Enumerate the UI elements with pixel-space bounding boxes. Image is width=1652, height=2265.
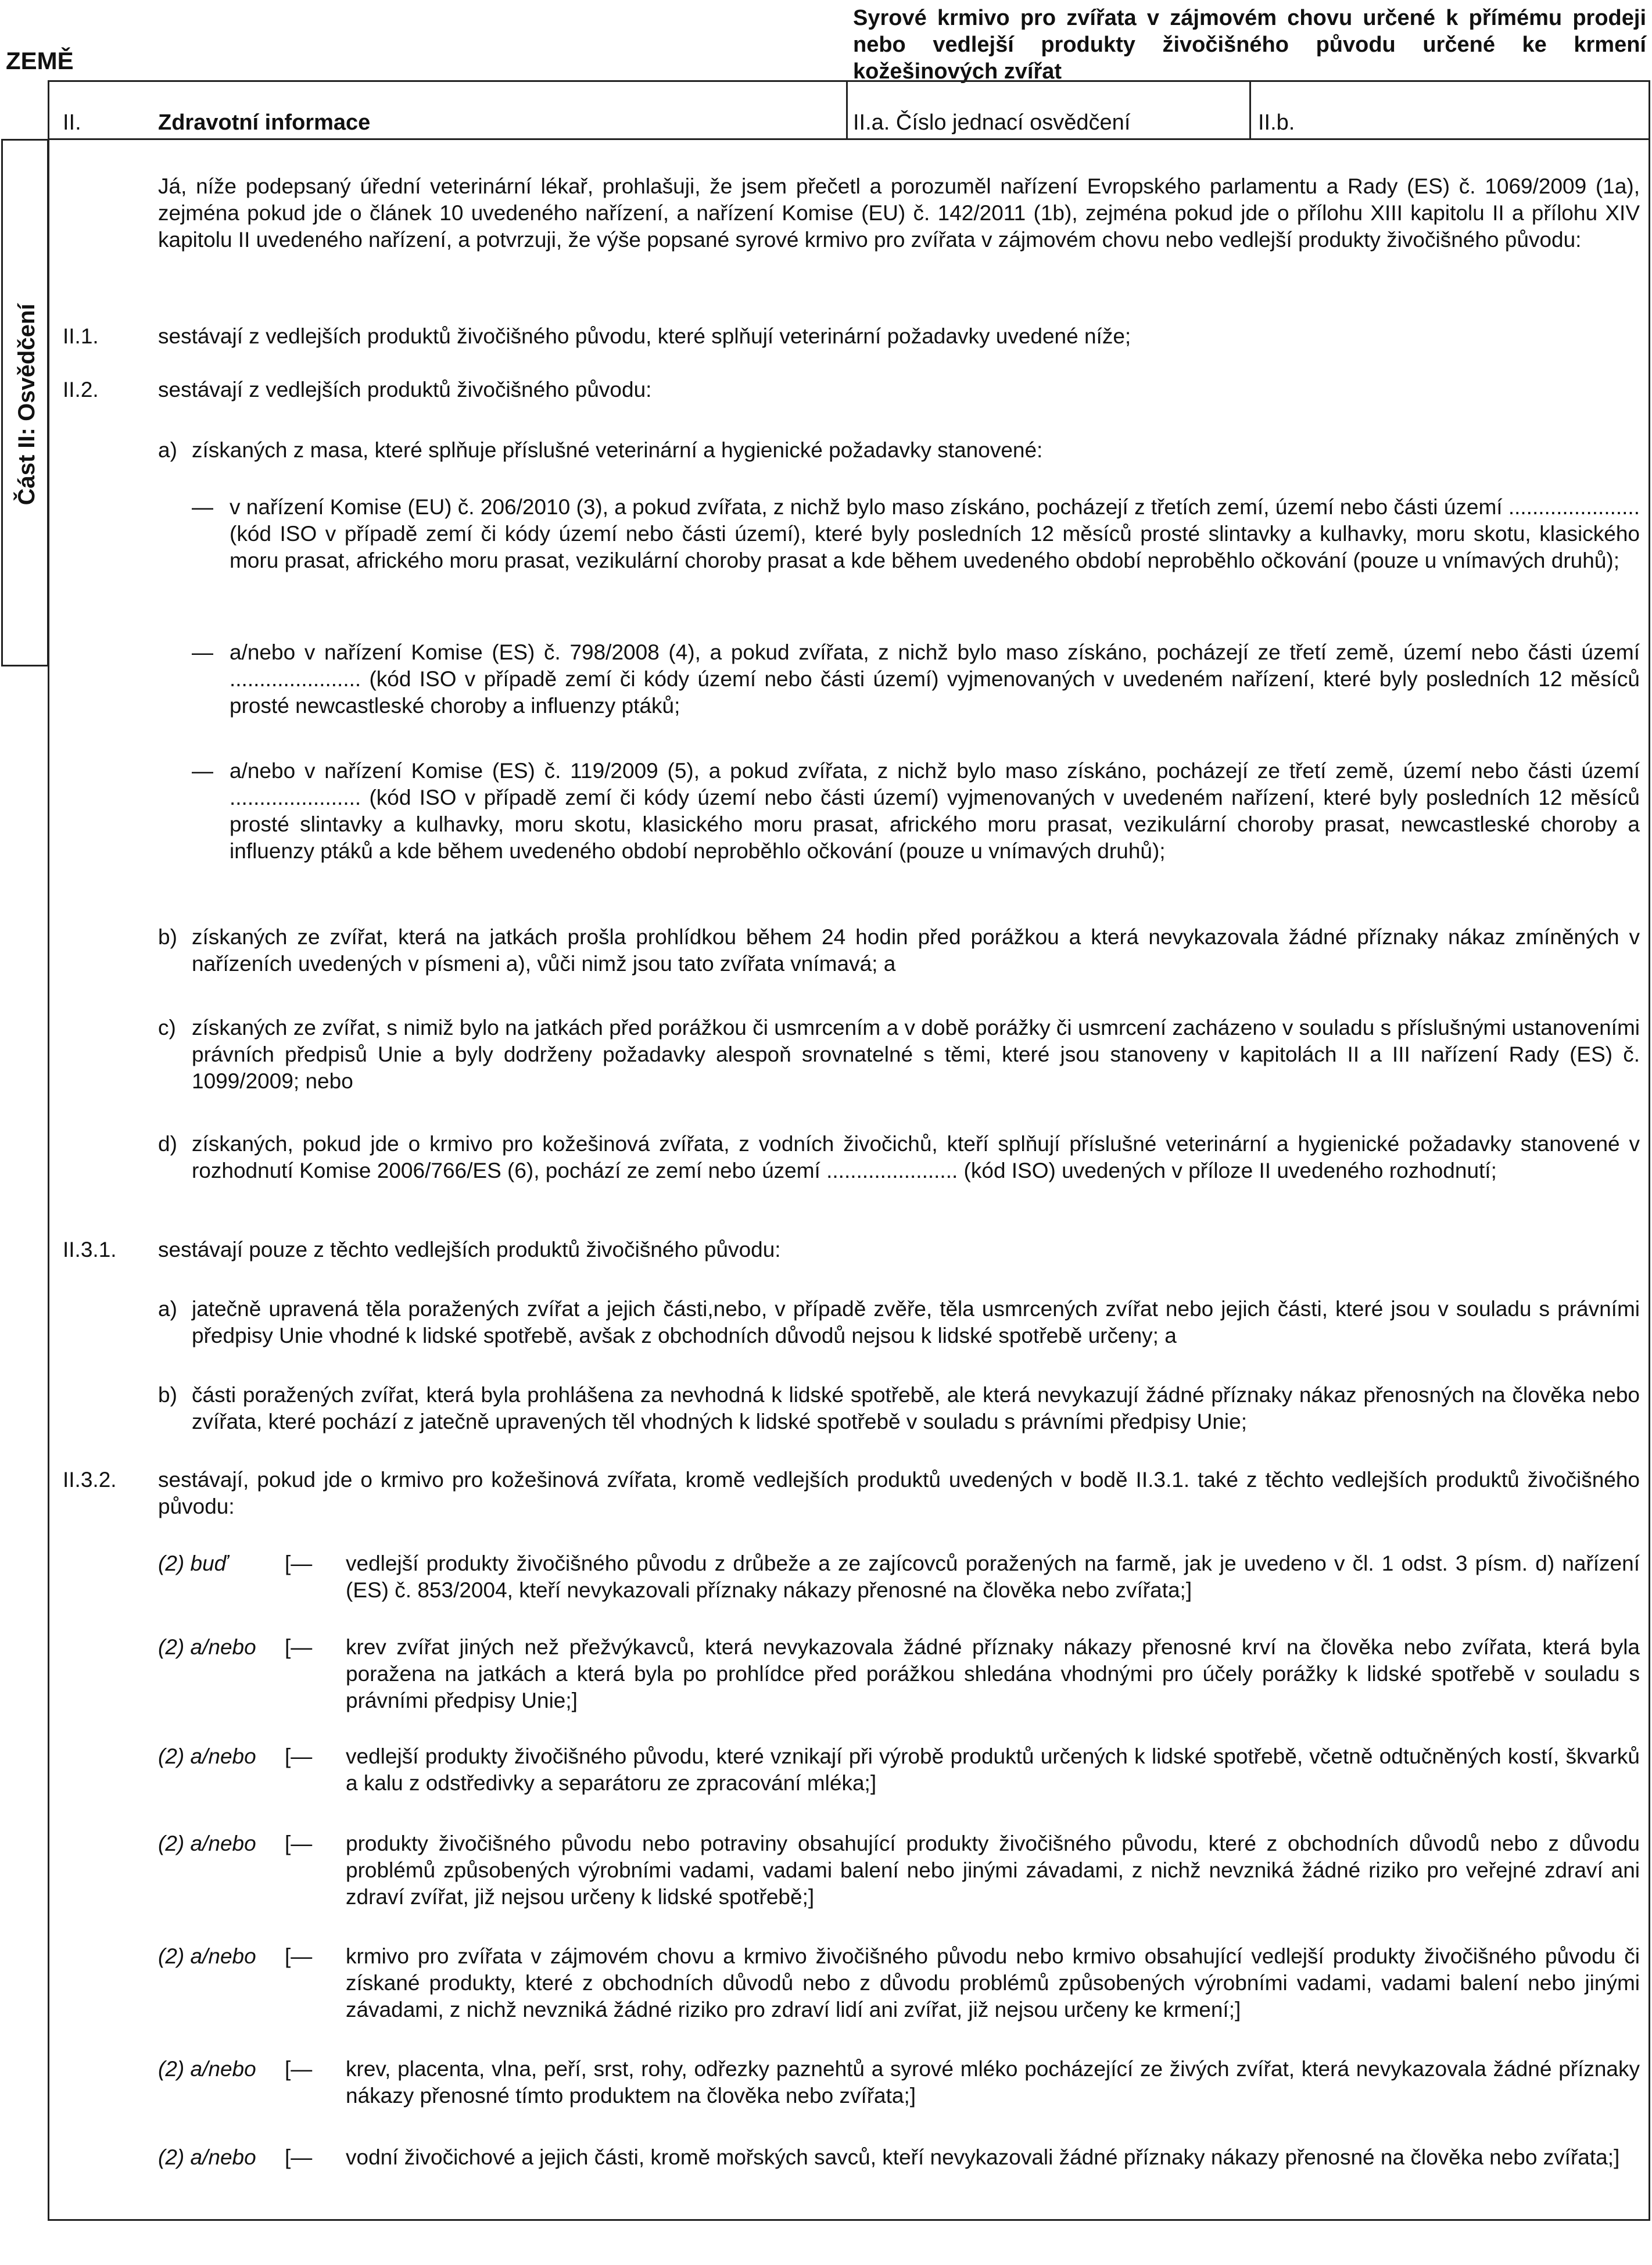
item-text: a/nebo v nařízení Komise (ES) č. 798/2008 (4), a pokud zvířata, z nichž bylo maso získáno, pocházejí ze třetí země, území nebo části území ...................... (kód ISO v případě zemí či kódy území nebo části území) vyjmenovaných v uvedeném nařízení, které byly posledních 12 měsíců prosté newcastleské choroby a influenzy ptáků;	[230, 640, 1640, 718]
option-bracket: [—	[285, 1944, 313, 1968]
option-bracket: [—	[285, 2145, 313, 2169]
item-number: II.1.	[63, 324, 99, 348]
option-selector	[158, 1830, 256, 1857]
item-number: II.3.1.	[63, 1238, 117, 1261]
item-letter: b)	[158, 1383, 177, 1407]
item-text: v nařízení Komise (EU) č. 206/2010 (3), a pokud zvířata, z nichž bylo maso získáno, pocházejí z třetích zemí, území nebo části území ...................... (kód ISO v případě zemí či kódy území nebo části území), které byly posledních 12 měsíců prosté slintavky a kulhavky, moru skotu, klasického moru prasat, afrického moru prasat, vezikulární choroby prasat a kde během uvedeného období neproběhlo očkování (pouze u vnímavých druhů);	[230, 495, 1640, 572]
option-text: vedlejší produkty živočišného původu, které vznikají při výrobě produktů určených k lidské spotřebě, včetně odtučněných kostí, škvarků a kalu z odstředivky a separátoru ze zpracování mléka;]	[346, 1744, 1640, 1795]
item-letter: b)	[158, 925, 177, 949]
option-ref: (2)	[158, 1744, 185, 1768]
option-word: a/nebo	[190, 1635, 256, 1659]
option-word: a/nebo	[190, 2145, 256, 2169]
item-text: sestávají, pokud jde o krmivo pro kožešinová zvířata, kromě vedlejších produktů uvedených v bodě II.3.1. také z těchto vedlejších produktů živočišného původu:	[158, 1468, 1640, 1518]
item-text: sestávají z vedlejších produktů živočišného původu, které splňují veterinární požadavky uvedené níže;	[158, 324, 1131, 348]
item-text: získaných ze zvířat, která na jatkách prošla prohlídkou během 24 hodin před porážkou a která nevykazovala žádné příznaky nákaz zmíněných v nařízeních uvedených v písmeni a), vůči nimž jsou tato zvířata vnímavá; a	[192, 925, 1640, 976]
option-text: krev, placenta, vlna, peří, srst, rohy, odřezky paznehtů a syrové mléko pocházející ze živých zvířat, která nevykazovala žádné příznaky nákazy přenosné tímto produktem na člověka nebo zvířata;]	[346, 2057, 1640, 2108]
item-letter: a)	[158, 438, 177, 462]
option-word: a/nebo	[190, 2057, 256, 2081]
intro-paragraph: Já, níže podepsaný úřední veterinární lékař, prohlašuji, že jsem přečetl a porozuměl nařízení Evropského parlamentu a Rady (ES) č. 1069/2009 (1a), zejména pokud jde o článek 10 uvedeného nařízení, a nařízení Komise (EU) č. 142/2011 (1b), zejména pokud jde o přílohu XIII kapitolu II a přílohu XIV kapitolu II uvedeného nařízení, a potvrzuji, že výše popsané syrové krmivo pro zvířata v zájmovém chovu nebo vedlejší produkty živočišného původu:	[158, 174, 1640, 252]
item-text: sestávají z vedlejších produktů živočišného původu:	[158, 378, 652, 402]
option-bracket: [—	[285, 1832, 313, 1855]
option-word: a/nebo	[190, 1744, 256, 1768]
option-bracket: [—	[285, 1551, 313, 1575]
option-selector	[158, 2144, 256, 2171]
item-text: získaných z masa, které splňuje příslušné veterinární a hygienické požadavky stanovené:	[192, 438, 1043, 462]
dash-mark: —	[192, 640, 213, 664]
item-letter: c)	[158, 1016, 176, 1040]
item-number: II.2.	[63, 378, 99, 402]
item-letter: a)	[158, 1297, 177, 1321]
dash-mark: —	[192, 495, 213, 519]
section-divider-a	[846, 80, 848, 139]
item-text: získaných, pokud jde o krmivo pro kožešinová zvířata, z vodních živočichů, kteří splňují příslušné veterinární a hygienické požadavky stanovené v rozhodnutí Komise 2006/766/ES (6), pochází ze zemí nebo území ...................... (kód ISO) uvedených v příloze II uvedeného rozhodnutí;	[192, 1132, 1640, 1182]
item-text: získaných ze zvířat, s nimiž bylo na jatkách před porážkou či usmrcením a v době porážky či usmrcení zacházeno v souladu s příslušnými ustanoveními právních předpisů Unie a byly dodrženy požadavky alespoň srovnatelné s těmi, které jsou stanoveny v kapitolách II a III nařízení Rady (ES) č. 1099/2009; nebo	[192, 1016, 1640, 1093]
option-text: vodní živočichové a jejich části, kromě mořských savců, kteří nevykazovali žádné příznaky nákazy přenosné na člověka nebo zvířata;]	[346, 2145, 1620, 2169]
side-label: Část II: Osvědčení	[14, 303, 40, 506]
option-ref: (2)	[158, 1551, 185, 1575]
option-word: buď	[190, 1551, 228, 1575]
reference-b-label: II.b.	[1258, 110, 1295, 135]
option-selector	[158, 1743, 256, 1770]
option-selector	[158, 1550, 228, 1577]
item-text: a/nebo v nařízení Komise (ES) č. 119/2009 (5), a pokud zvířata, z nichž bylo maso získáno, pocházejí ze třetí země, území nebo části území ...................... (kód ISO v případě zemí či kódy území nebo části území) vyjmenovaných v uvedeném nařízení, které byly posledních 12 měsíců prosté slintavky a kulhavky, moru skotu, klasického moru prasat, afrického moru prasat, vezikulární choroby prasat, newcastleské choroby a influenzy ptáků a kde během uvedeného období neproběhlo očkování (pouze u vnímavých druhů);	[230, 759, 1640, 863]
option-text: krmivo pro zvířata v zájmovém chovu a krmivo živočišného původu nebo krmivo obsahující vedlejší produkty živočišného původu či získané produkty, které z obchodních důvodů nebo z důvodu problémů způsobených výrobními vadami, vadami balení nebo jinými závadami, z nichž nevzniká žádné riziko pro zdraví lidí ani zvířat, již nejsou určeny ke krmení;]	[346, 1944, 1640, 2022]
option-selector	[158, 2056, 256, 2083]
option-text: vedlejší produkty živočišného původu z drůbeže a ze zajícovců poražených na farmě, jak je uvedeno v čl. 1 odst. 3 písm. d) nařízení (ES) č. 853/2004, kteří nevykazovali příznaky nákazy přenosné na člověka nebo zvířata;]	[346, 1551, 1640, 1602]
reference-number-label: II.a. Číslo jednací osvědčení	[853, 110, 1131, 135]
option-ref: (2)	[158, 1944, 185, 1968]
option-ref: (2)	[158, 2057, 185, 2081]
option-selector	[158, 1634, 256, 1661]
option-bracket: [—	[285, 1635, 313, 1659]
dash-mark: —	[192, 759, 213, 783]
option-ref: (2)	[158, 1832, 185, 1855]
option-text: produkty živočišného původu nebo potraviny obsahující produkty živočišného původu, které z obchodních důvodů nebo z důvodu problémů způsobených výrobními vadami, vadami balení nebo jinými závadami, z nichž nevzniká žádné riziko pro veřejné zdraví ani zdraví zvířat, již nejsou určeny k lidské spotřebě;]	[346, 1832, 1640, 1909]
item-number: II.3.2.	[63, 1468, 117, 1492]
side-label-box	[1, 139, 49, 666]
item-text: jatečně upravená těla poražených zvířat a jejich části,nebo, v případě zvěře, těla usmrcených zvířat nebo jejich části, které jsou v souladu s právními předpisy Unie vhodné k lidské spotřebě, avšak z obchodních důvodů nejsou k lidské spotřebě určeny; a	[192, 1297, 1640, 1347]
option-word: a/nebo	[190, 1944, 256, 1968]
item-text: sestávají pouze z těchto vedlejších produktů živočišného původu:	[158, 1238, 781, 1261]
item-text: části poražených zvířat, která byla prohlášena za nevhodná k lidské spotřebě, ale která nevykazují žádné příznaky nákaz přenosných na člověka nebo zvířata, které pochází z jatečně upravených těl vhodných k lidské spotřebě v souladu s právními předpisy Unie;	[192, 1383, 1640, 1433]
section-title: Zdravotní informace	[158, 110, 371, 135]
item-letter: d)	[158, 1132, 177, 1156]
option-bracket: [—	[285, 2057, 313, 2081]
option-text: krev zvířat jiných než přežvýkavců, která nevykazovala žádné příznaky nákazy přenosné krví na člověka nebo zvířata, která byla poražena na jatkách a která byla po prohlídce před porážkou shledána vhodnými pro účely porážky k lidské spotřebě v souladu s právními předpisy Unie;]	[346, 1635, 1640, 1712]
option-bracket: [—	[285, 1744, 313, 1768]
section-number: II.	[63, 110, 81, 135]
option-selector	[158, 1943, 256, 1970]
section-divider-b	[1249, 80, 1251, 139]
option-word: a/nebo	[190, 1832, 256, 1855]
section-row-divider	[48, 138, 1650, 140]
option-ref: (2)	[158, 1635, 185, 1659]
certificate-title: Syrové krmivo pro zvířata v zájmovém chovu určené k přímému prodeji nebo vedlejší produkty živočišného původu určené ke krmení kožešinových zvířat	[853, 6, 1646, 84]
country-label: ZEMĚ	[6, 47, 74, 74]
option-ref: (2)	[158, 2145, 185, 2169]
